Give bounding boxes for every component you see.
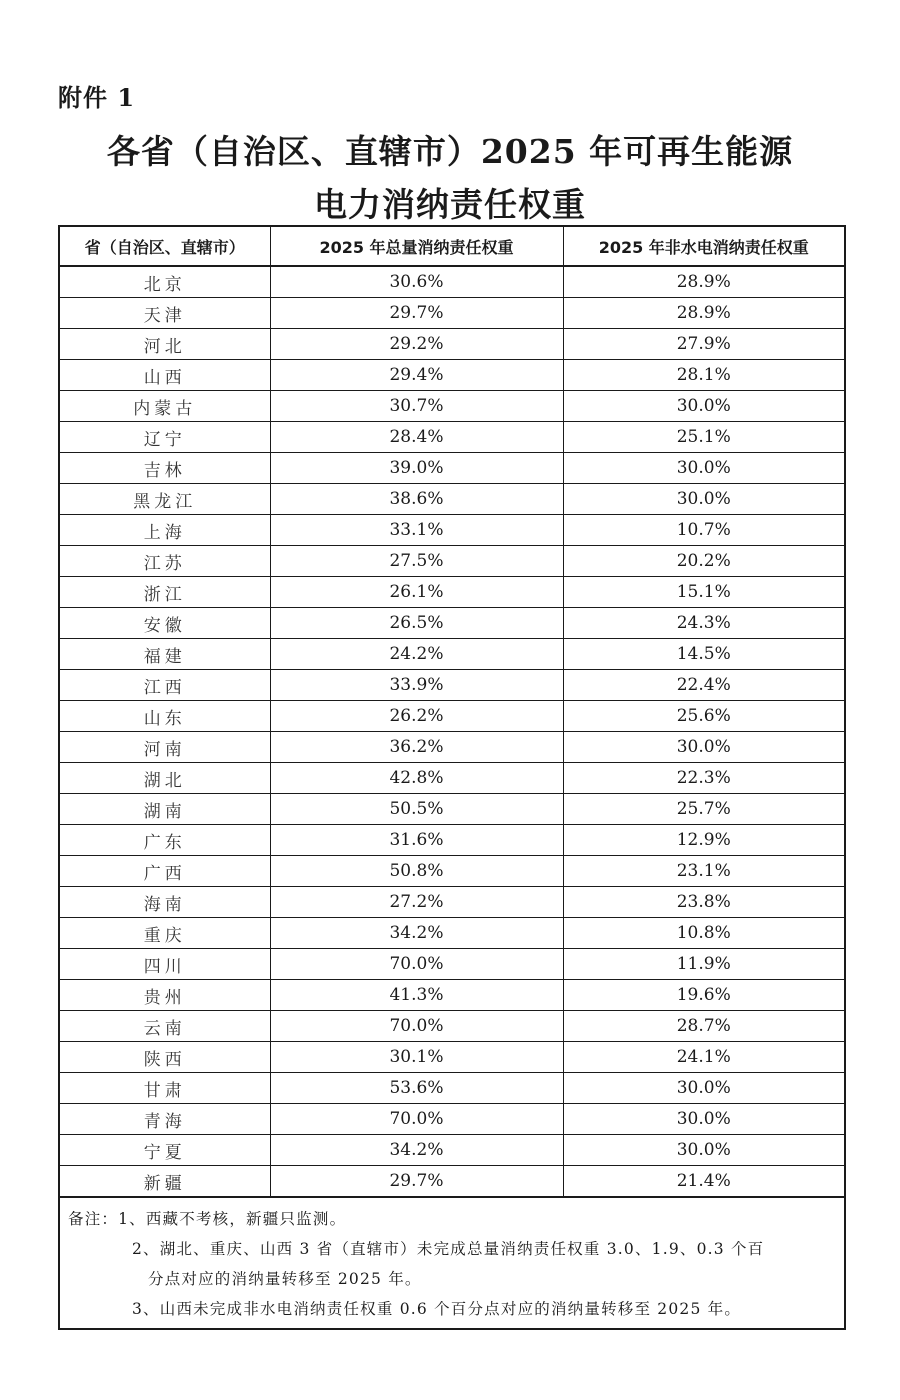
cell-province: 宁夏 (60, 1135, 270, 1166)
cell-nonhydro-weight: 30.0% (563, 1073, 844, 1104)
cell-total-weight: 36.2% (270, 732, 563, 763)
cell-nonhydro-weight: 24.3% (563, 608, 844, 639)
cell-total-weight: 50.5% (270, 794, 563, 825)
cell-province: 四川 (60, 949, 270, 980)
cell-total-weight: 26.1% (270, 577, 563, 608)
cell-province: 浙江 (60, 577, 270, 608)
table-body (60, 266, 844, 1197)
cell-province: 山东 (60, 701, 270, 732)
cell-nonhydro-weight: 30.0% (563, 391, 844, 422)
cell-province: 海南 (60, 887, 270, 918)
cell-nonhydro-weight: 28.1% (563, 360, 844, 391)
cell-total-weight: 33.9% (270, 670, 563, 701)
cell-nonhydro-weight: 30.0% (563, 1135, 844, 1166)
document-title-line-2: 电力消纳责任权重 (314, 185, 586, 224)
header-nonhydro-weight: 2025 年非水电消纳责任权重 (563, 227, 844, 266)
cell-total-weight: 29.4% (270, 360, 563, 391)
cell-nonhydro-weight: 19.6% (563, 980, 844, 1011)
cell-province: 江西 (60, 670, 270, 701)
cell-province: 湖北 (60, 763, 270, 794)
cell-province: 安徽 (60, 608, 270, 639)
cell-nonhydro-weight: 28.7% (563, 1011, 844, 1042)
table-row (60, 422, 844, 453)
table-row (60, 918, 844, 949)
cell-province: 陕西 (60, 1042, 270, 1073)
cell-province: 吉林 (60, 453, 270, 484)
cell-total-weight: 42.8% (270, 763, 563, 794)
cell-province: 福建 (60, 639, 270, 670)
cell-nonhydro-weight: 27.9% (563, 329, 844, 360)
header-province: 省（自治区、直辖市） (60, 227, 270, 266)
table-row (60, 608, 844, 639)
table-row (60, 825, 844, 856)
table-row (60, 360, 844, 391)
cell-total-weight: 24.2% (270, 639, 563, 670)
note-2: 2、湖北、重庆、山西 3 省（直辖市）未完成总量消纳责任权重 3.0、1.9、0.3 个百 (132, 1240, 765, 1258)
cell-nonhydro-weight: 30.0% (563, 1104, 844, 1135)
table-row (60, 794, 844, 825)
attachment-label: 附件 1 (58, 83, 136, 112)
cell-province: 河北 (60, 329, 270, 360)
table-row (60, 391, 844, 422)
cell-nonhydro-weight: 30.0% (563, 453, 844, 484)
table-row (60, 701, 844, 732)
cell-total-weight: 29.7% (270, 298, 563, 329)
cell-nonhydro-weight: 10.7% (563, 515, 844, 546)
notes-section (60, 1197, 844, 1328)
cell-province: 重庆 (60, 918, 270, 949)
cell-total-weight: 28.4% (270, 422, 563, 453)
table-row (60, 484, 844, 515)
cell-total-weight: 41.3% (270, 980, 563, 1011)
table-row (60, 639, 844, 670)
header-total-weight: 2025 年总量消纳责任权重 (270, 227, 563, 266)
table-row (60, 1073, 844, 1104)
cell-total-weight: 29.7% (270, 1166, 563, 1197)
cell-province: 山西 (60, 360, 270, 391)
cell-total-weight: 70.0% (270, 1104, 563, 1135)
document-title-line-1: 各省（自治区、直辖市）2025 年可再生能源 (106, 132, 794, 171)
table-row (60, 856, 844, 887)
cell-total-weight: 34.2% (270, 918, 563, 949)
table-row (60, 763, 844, 794)
cell-total-weight: 30.1% (270, 1042, 563, 1073)
cell-total-weight: 50.8% (270, 856, 563, 887)
cell-nonhydro-weight: 23.8% (563, 887, 844, 918)
table-row (60, 732, 844, 763)
cell-province: 辽宁 (60, 422, 270, 453)
cell-province: 贵州 (60, 980, 270, 1011)
table-row (60, 1135, 844, 1166)
cell-total-weight: 34.2% (270, 1135, 563, 1166)
table-row (60, 670, 844, 701)
cell-nonhydro-weight: 20.2% (563, 546, 844, 577)
cell-nonhydro-weight: 22.3% (563, 763, 844, 794)
weights-table (60, 227, 844, 1197)
cell-nonhydro-weight: 25.6% (563, 701, 844, 732)
table-row (60, 1011, 844, 1042)
cell-province: 广西 (60, 856, 270, 887)
cell-province: 黑龙江 (60, 484, 270, 515)
cell-total-weight: 30.6% (270, 266, 563, 298)
table-row (60, 980, 844, 1011)
cell-province: 云南 (60, 1011, 270, 1042)
cell-nonhydro-weight: 14.5% (563, 639, 844, 670)
cell-total-weight: 33.1% (270, 515, 563, 546)
cell-nonhydro-weight: 10.8% (563, 918, 844, 949)
cell-province: 甘肃 (60, 1073, 270, 1104)
cell-total-weight: 26.5% (270, 608, 563, 639)
cell-nonhydro-weight: 11.9% (563, 949, 844, 980)
note-1: 备注：1、西藏不考核，新疆只监测。 (68, 1210, 347, 1228)
cell-total-weight: 29.2% (270, 329, 563, 360)
table-row (60, 949, 844, 980)
cell-nonhydro-weight: 15.1% (563, 577, 844, 608)
cell-total-weight: 27.2% (270, 887, 563, 918)
table-row (60, 329, 844, 360)
cell-total-weight: 30.7% (270, 391, 563, 422)
table-row (60, 266, 844, 298)
cell-nonhydro-weight: 12.9% (563, 825, 844, 856)
cell-total-weight: 70.0% (270, 949, 563, 980)
table-header-row (60, 227, 844, 266)
cell-province: 江苏 (60, 546, 270, 577)
cell-nonhydro-weight: 30.0% (563, 484, 844, 515)
table-row (60, 515, 844, 546)
cell-total-weight: 27.5% (270, 546, 563, 577)
table-row (60, 1042, 844, 1073)
cell-province: 广东 (60, 825, 270, 856)
note-3: 3、山西未完成非水电消纳责任权重 0.6 个百分点对应的消纳量转移至 2025 年。 (132, 1300, 742, 1318)
cell-total-weight: 70.0% (270, 1011, 563, 1042)
cell-nonhydro-weight: 22.4% (563, 670, 844, 701)
cell-province: 上海 (60, 515, 270, 546)
table-row (60, 546, 844, 577)
cell-nonhydro-weight: 28.9% (563, 266, 844, 298)
cell-province: 北京 (60, 266, 270, 298)
cell-total-weight: 31.6% (270, 825, 563, 856)
cell-province: 天津 (60, 298, 270, 329)
cell-total-weight: 38.6% (270, 484, 563, 515)
table-row (60, 453, 844, 484)
cell-total-weight: 26.2% (270, 701, 563, 732)
cell-nonhydro-weight: 25.1% (563, 422, 844, 453)
cell-nonhydro-weight: 21.4% (563, 1166, 844, 1197)
cell-total-weight: 53.6% (270, 1073, 563, 1104)
table-row (60, 1104, 844, 1135)
table-row (60, 298, 844, 329)
cell-province: 河南 (60, 732, 270, 763)
cell-province: 湖南 (60, 794, 270, 825)
table-row (60, 887, 844, 918)
note-2-continued: 分点对应的消纳量转移至 2025 年。 (148, 1270, 422, 1288)
cell-nonhydro-weight: 30.0% (563, 732, 844, 763)
weights-table-container (58, 225, 846, 1330)
table-row (60, 1166, 844, 1197)
cell-nonhydro-weight: 25.7% (563, 794, 844, 825)
table-row (60, 577, 844, 608)
cell-total-weight: 39.0% (270, 453, 563, 484)
cell-province: 内蒙古 (60, 391, 270, 422)
cell-nonhydro-weight: 24.1% (563, 1042, 844, 1073)
cell-province: 青海 (60, 1104, 270, 1135)
cell-nonhydro-weight: 23.1% (563, 856, 844, 887)
cell-province: 新疆 (60, 1166, 270, 1197)
cell-nonhydro-weight: 28.9% (563, 298, 844, 329)
